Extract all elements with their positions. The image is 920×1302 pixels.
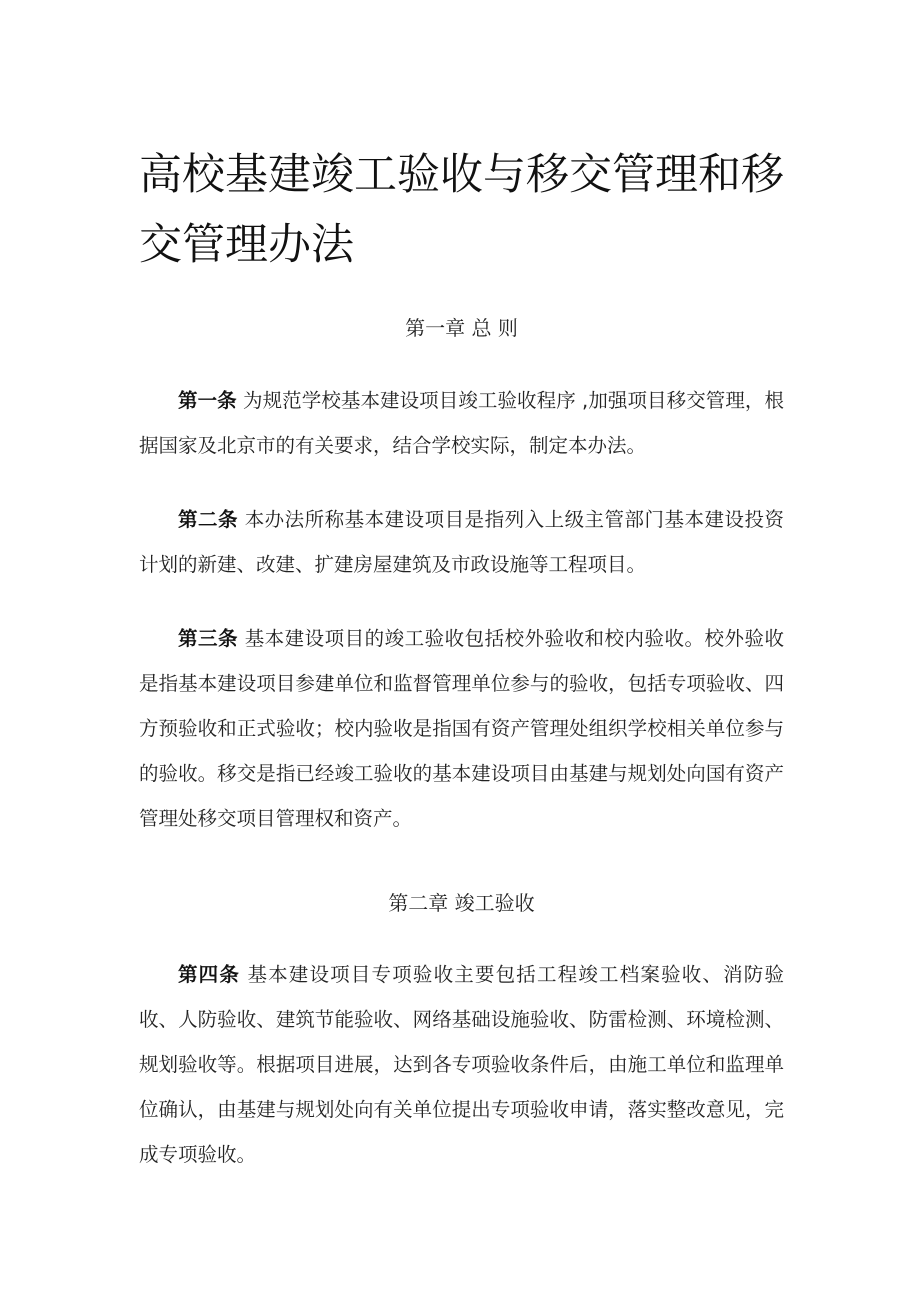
article-text: 基本建设项目的竣工验收包括校外验收和校内验收。校外验收是指基本建设项目参建单位和监督管理单位参与的验收，包括专项验收、四方预验收和正式验收；校内验收是指国有资产管理处组织学校相关单位参与的验收。移交是指已经竣工验收的基本建设项目由基建与规划处向国有资产管理处移交项目管理权和资产。	[139, 627, 784, 830]
article-2	[139, 497, 784, 587]
article-label: 第三条	[178, 627, 238, 650]
article-3	[139, 616, 784, 841]
chapter-heading-1: 第一章 总 则	[405, 316, 518, 340]
article-label: 第四条	[178, 963, 241, 986]
article-4	[139, 952, 784, 1177]
chapter-heading-2: 第二章 竣工验收	[388, 891, 535, 915]
article-text: 本办法所称基本建设项目是指列入上级主管部门基本建设投资计划的新建、改建、扩建房屋建筑及市政设施等工程项目。	[139, 508, 784, 576]
article-1	[139, 378, 784, 468]
article-label: 第一条	[178, 389, 237, 412]
article-label: 第二条	[178, 508, 238, 531]
article-text: 为规范学校基本建设项目竣工验收程序 ,加强项目移交管理，根据国家及北京市的有关要求，结合学校实际，制定本办法。	[139, 389, 784, 457]
article-text: 基本建设项目专项验收主要包括工程竣工档案验收、消防验收、人防验收、建筑节能验收、网络基础设施验收、防雷检测、环境检测、规划验收等。根据项目进展，达到各专项验收条件后，由施工单位和监理单位确认，由基建与规划处向有关单位提出专项验收申请，落实整改意见，完成专项验收。	[139, 963, 784, 1166]
document-title: 高校基建竣工验收与移交管理和移交管理办法	[139, 150, 784, 270]
